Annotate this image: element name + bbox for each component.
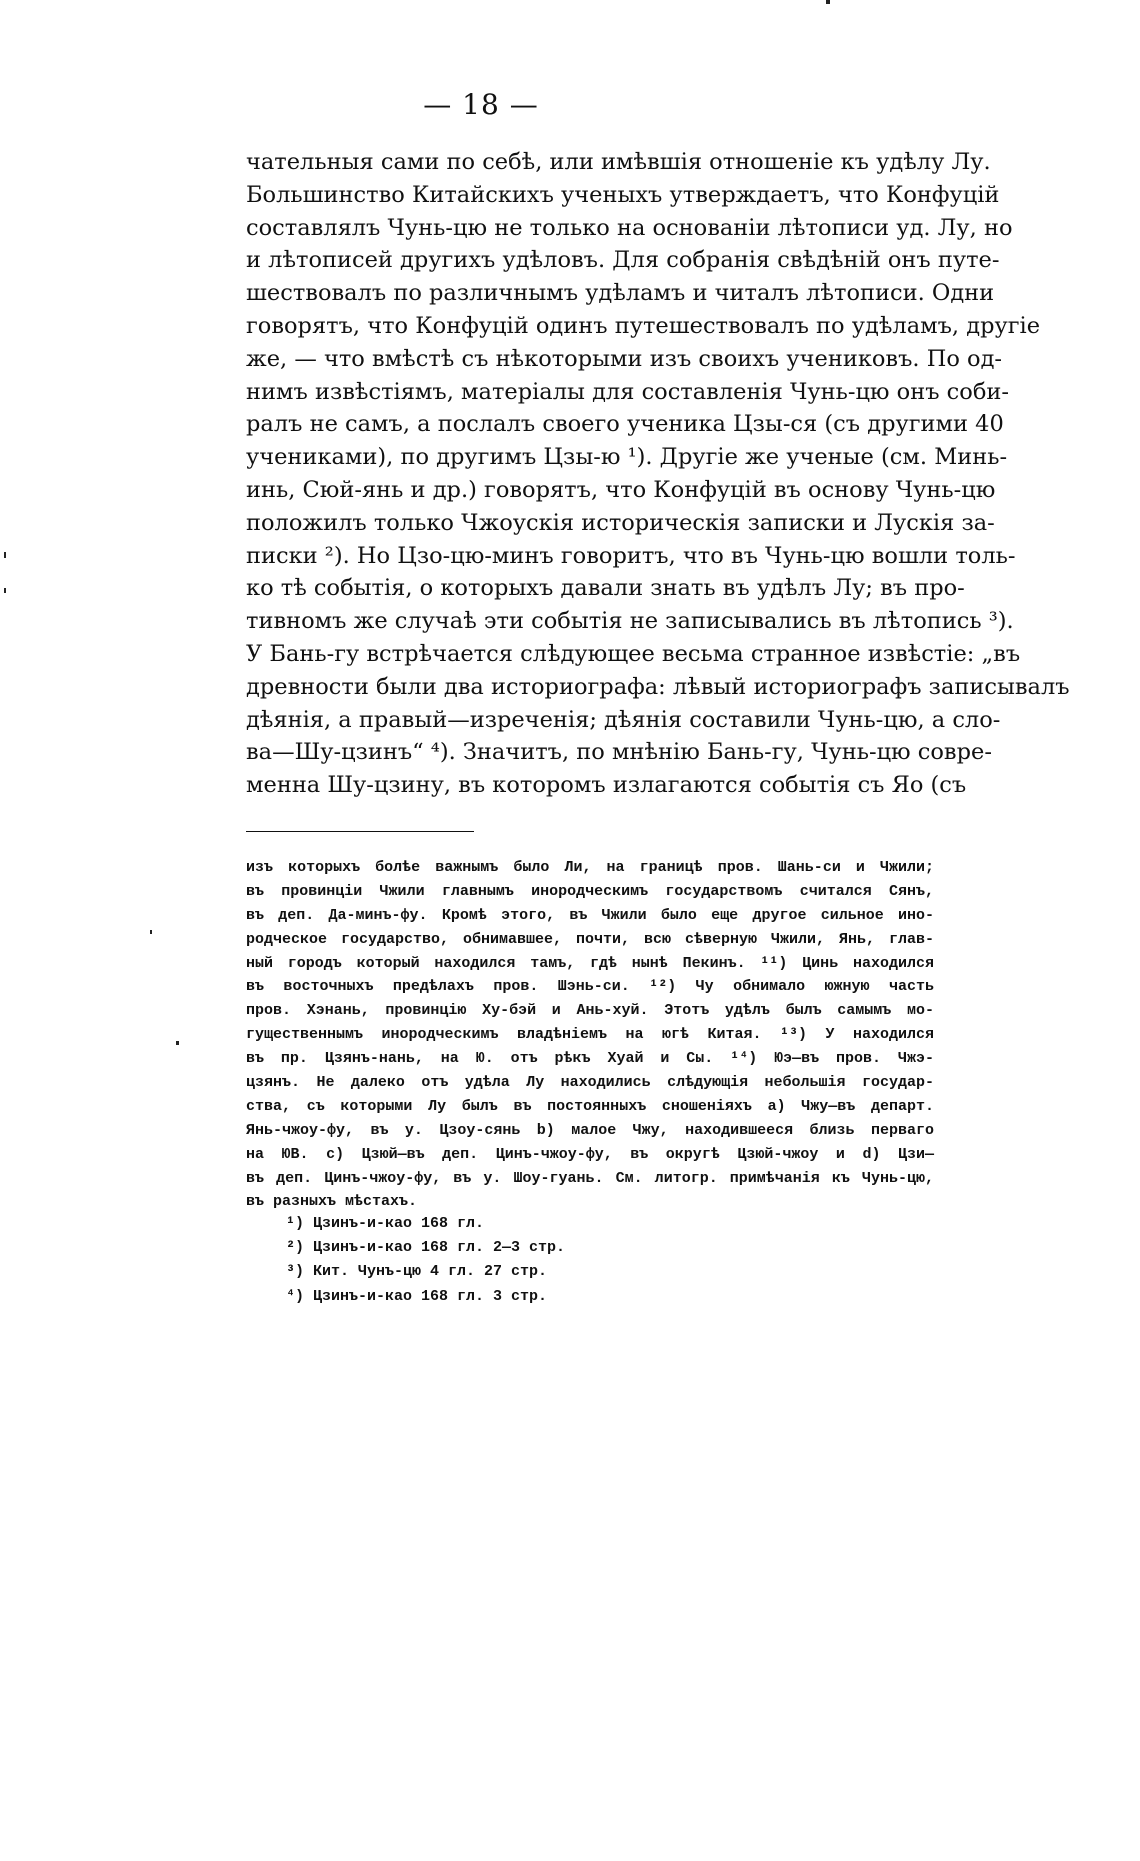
text-line: ко тѣ событія, о которыхъ давали знать въ удѣлъ Лу; въ про- (246, 575, 965, 602)
page-number: — 18 — (423, 88, 539, 121)
text-line: инь, Сюй-янь и др.) говорятъ, что Конфуцій въ основу Чунь-цю (246, 476, 996, 503)
reference-item: ⁴) Цзинъ-и-као 168 гл. 3 стр. (286, 1287, 548, 1305)
scan-speck (4, 552, 6, 558)
footnote-line: цзянъ. Не далеко отъ удѣла Лу находились слѣдующія небольшія государ- (246, 1074, 934, 1092)
text-line: же, — что вмѣстѣ съ нѣкоторыми изъ своихъ учениковъ. По од- (246, 345, 1003, 372)
footnote-line: ства, съ которыми Лу былъ въ постоянныхъ сношеніяхъ а) Чжу—въ департ. (246, 1097, 934, 1115)
footnote-line: гущественнымъ инородческимъ владѣніемъ на югѣ Китая. ¹³) У находился (246, 1026, 934, 1044)
reference-list (286, 1212, 686, 1309)
reference-item: ¹) Цзинъ-и-као 168 гл. (286, 1215, 485, 1232)
footnote-line: Янь-чжоу-фу, въ у. Цзоу-сянь b) малое Чжу, находившееся близь перваго (246, 1121, 934, 1139)
scan-speck (150, 930, 152, 934)
scan-speck (4, 588, 6, 593)
reference-item: ³) Кит. Чунъ-цю 4 гл. 27 стр. (286, 1263, 548, 1281)
footnote-divider (246, 831, 474, 832)
footnote-line: родческое государство, обнимавшее, почти, всю сѣверную Чжили, Янь, глав- (246, 930, 934, 948)
footnote-line: изъ которыхъ болѣе важнымъ было Ли, на границѣ пров. Шань-си и Чжили; (246, 859, 934, 876)
footnote-line: въ провинціи Чжили главнымъ инородческимъ государствомъ считался Сянъ, (246, 882, 934, 900)
footnote-line: въ пр. Цзянъ-нань, на Ю. отъ рѣкъ Хуай и Сы. ¹⁴) Юэ—въ пров. Чжэ- (246, 1050, 934, 1068)
scan-speck (826, 0, 830, 4)
text-line: У Бань-гу встрѣчается слѣдующее весьма странное извѣстіе: „въ (246, 640, 1021, 667)
footnote-line: въ деп. Да-минъ-фу. Кромѣ этого, въ Чжили было еще другое сильное ино- (246, 906, 934, 924)
main-text (246, 146, 1070, 802)
text-line: чательныя сами по себѣ, или имѣвшія отношеніе къ удѣлу Лу. (246, 149, 991, 175)
footnote-block (246, 856, 934, 1214)
text-line: составлялъ Чунь-цю не только на основаніи лѣтописи уд. Лу, но (246, 214, 1013, 241)
text-line: дѣянія, а правый—изреченія; дѣянія составили Чунь-цю, а сло- (246, 706, 1001, 733)
text-line: и лѣтописей другихъ удѣловъ. Для собранія свѣдѣній онъ путе- (246, 247, 1000, 274)
text-line: ралъ не самъ, а послалъ своего ученика Цзы-ся (съ другими 40 (246, 411, 1004, 438)
footnote-line: въ восточныхъ предѣлахъ пров. Шэнь-си. ¹²) Чу обнимало южную часть (246, 978, 934, 996)
text-line: тивномъ же случаѣ эти событія не записывались въ лѣтопись ³). (246, 608, 1014, 635)
text-line: положилъ только Чжоускія историческія записки и Лускія за- (246, 509, 995, 536)
scan-speck (176, 1041, 179, 1045)
text-line: Большинство Китайскихъ ученыхъ утверждаетъ, что Конфуцій (246, 181, 1000, 208)
text-line: древности были два историографа: лѣвый историографъ записывалъ (246, 673, 1070, 700)
text-line: нимъ извѣстіямъ, матеріалы для составленія Чунь-цю онъ соби- (246, 378, 1009, 405)
footnote-line: въ деп. Цинъ-чжоу-фу, въ у. Шоу-гуань. См. литогр. примѣчанія къ Чунь-цю, (246, 1169, 934, 1187)
footnote-line: пров. Хэнань, провинцію Ху-бэй и Ань-хуй. Этотъ удѣлъ былъ самымъ мо- (246, 1002, 934, 1020)
text-line: говорятъ, что Конфуцій одинъ путешествовалъ по удѣламъ, другіе (246, 312, 1041, 339)
text-line: шествовалъ по различнымъ удѣламъ и читалъ лѣтописи. Одни (246, 280, 995, 307)
text-line: ва—Шу-цзинъ“ ⁴). Значитъ, по мнѣнію Бань-гу, Чунь-цю совре- (246, 739, 992, 766)
footnote-line: на ЮВ. с) Цзюй—въ деп. Цинъ-чжоу-фу, въ округѣ Цзюй-чжоу и d) Цзи— (246, 1145, 934, 1163)
reference-item: ²) Цзинъ-и-као 168 гл. 2—3 стр. (286, 1239, 566, 1257)
text-line: менна Шу-цзину, въ которомъ излагаются событія съ Яо (съ (246, 772, 967, 799)
footnote-line: ный городъ который находился тамъ, гдѣ нынѣ Пекинъ. ¹¹) Цинь находился (246, 954, 934, 972)
text-line: учениками), по другимъ Цзы-ю ¹). Другіе же ученые (см. Минь- (246, 444, 1008, 471)
footnote-line: въ разныхъ мѣстахъ. (246, 1193, 418, 1211)
text-line: писки ²). Но Цзо-цю-минъ говоритъ, что въ Чунь-цю вошли толь- (246, 542, 1016, 569)
